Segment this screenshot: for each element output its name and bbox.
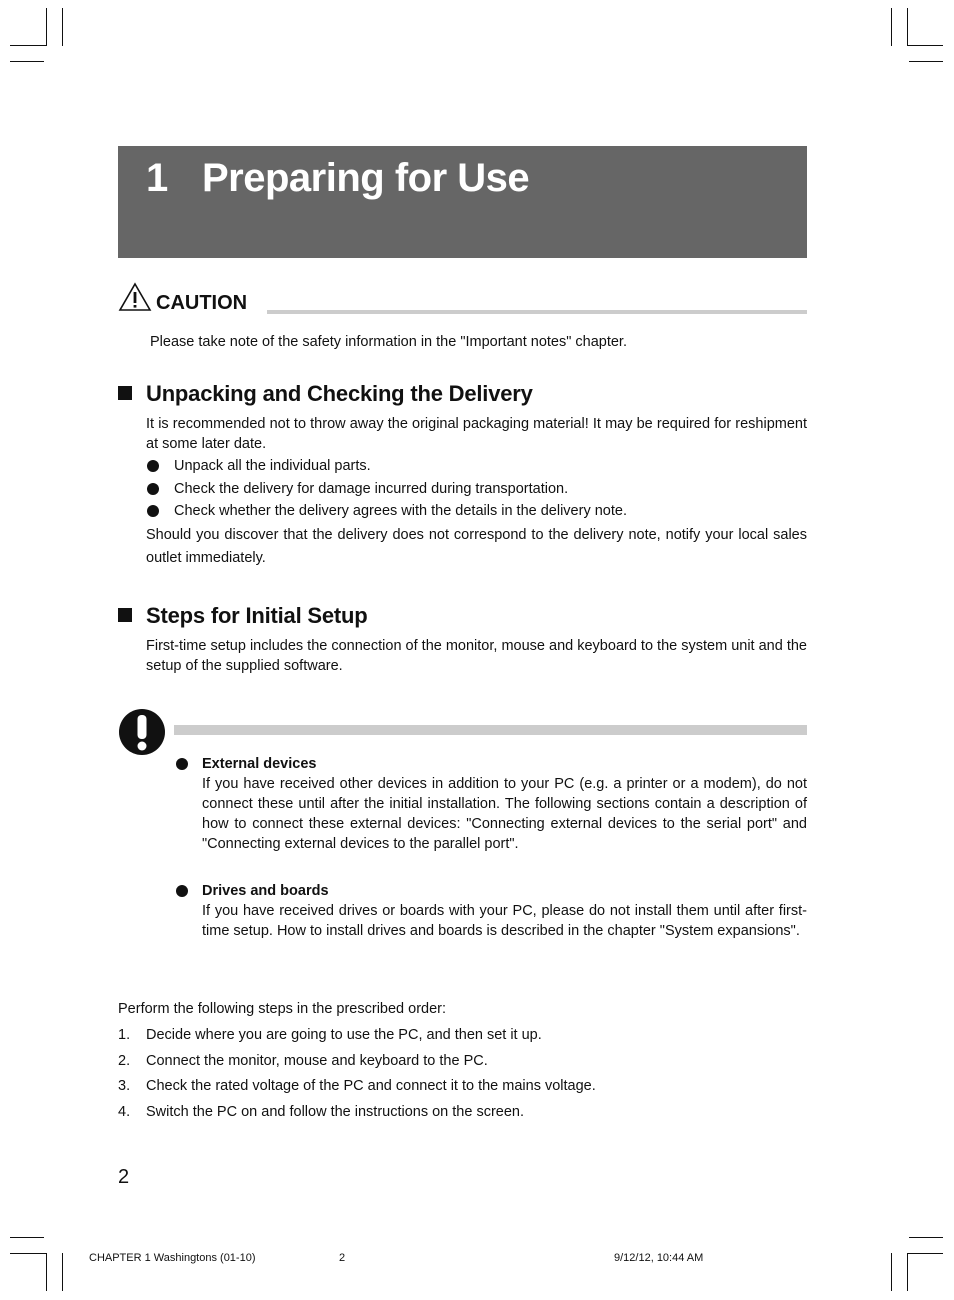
crop-mark [46,8,47,46]
steps-list [118,1024,596,1126]
list-item: Check the delivery for damage incurred during transportation. [146,478,807,501]
bullet-dot-icon [147,460,159,472]
bullet-dot-icon [176,758,188,770]
list-item: 2. Connect the monitor, mouse and keyboard to the PC. [118,1052,488,1069]
notice-item-title: External devices [202,756,317,772]
notice-item-title: Drives and boards [202,883,329,899]
bullet-dot-icon [147,483,159,495]
chapter-number: 1 [146,156,168,200]
crop-mark [907,1253,908,1291]
list-item: Check whether the delivery agrees with the details in the delivery note. [146,500,807,523]
chapter-title: Preparing for Use [202,156,530,200]
footer-file: CHAPTER 1 Washingtons (01-10) [89,1252,256,1264]
crop-mark [891,1253,892,1291]
section-heading-text: Unpacking and Checking the Delivery [146,381,533,406]
list-item: 4. Switch the PC on and follow the instructions on the screen. [118,1103,525,1120]
caution-heading [118,282,808,318]
page-number: 2 [118,1166,130,1188]
caution-text: Please take note of the safety information in the "Important notes" chapter. [150,334,627,350]
notice-item-text: If you have received drives or boards with your PC, please do not install them until after first-time setup. How to install drives and boards is described in the chapter "System expansions". [202,903,807,939]
setup-intro: First-time setup includes the connection of the monitor, mouse and keyboard to the system unit and the setup of the supplied software. [146,638,807,674]
bullet-dot-icon [147,505,159,517]
section-heading-unpacking [118,381,533,407]
section-heading-text: Steps for Initial Setup [146,603,368,628]
footer-timestamp: 9/12/12, 10:44 AM [614,1252,704,1264]
crop-mark [891,8,892,46]
exclamation-circle-icon [118,708,166,756]
list-item: 1. Decide where you are going to use the PC, and then set it up. [118,1027,542,1043]
crop-mark [10,1237,44,1238]
crop-mark [62,1253,63,1291]
notice-rule [174,725,807,735]
crop-mark [10,61,44,62]
notice-item-external-devices [174,754,807,854]
section-heading-setup [118,603,368,629]
crop-mark [10,45,46,46]
caution-rule [267,310,807,314]
square-bullet-icon [118,386,132,400]
crop-mark [46,1253,47,1291]
steps-intro: Perform the following steps in the prescribed order: [118,1001,447,1017]
crop-mark [10,1253,46,1254]
caution-label: CAUTION [156,292,248,314]
bullet-dot-icon [176,885,188,897]
crop-mark [907,45,943,46]
crop-mark [909,61,943,62]
notice-item-text: If you have received other devices in addition to your PC (e.g. a printer or a modem), do not connect these until after the initial installation. The following sections contain a description of how to connect these external devices: "Connecting external devices to the serial port" and "Connecting external devices to the parallel port". [202,776,807,852]
warning-triangle-icon [118,282,152,312]
crop-mark [907,8,908,46]
notice-item-drives-boards [174,881,807,941]
crop-mark [909,1237,943,1238]
list-item: 3. Check the rated voltage of the PC and connect it to the mains voltage. [118,1078,596,1094]
crop-mark [907,1253,943,1254]
unpacking-outro: Should you discover that the delivery does not correspond to the delivery note, notify your local sales outlet immediately. [146,527,807,566]
unpacking-bullet-list [146,455,807,523]
chapter-banner [118,146,807,258]
crop-mark [62,8,63,46]
footer-page: 2 [339,1252,346,1264]
list-item: Unpack all the individual parts. [146,455,807,478]
unpacking-intro: It is recommended not to throw away the original packaging material! It may be required for reshipment at some later date. [146,416,807,452]
square-bullet-icon [118,608,132,622]
